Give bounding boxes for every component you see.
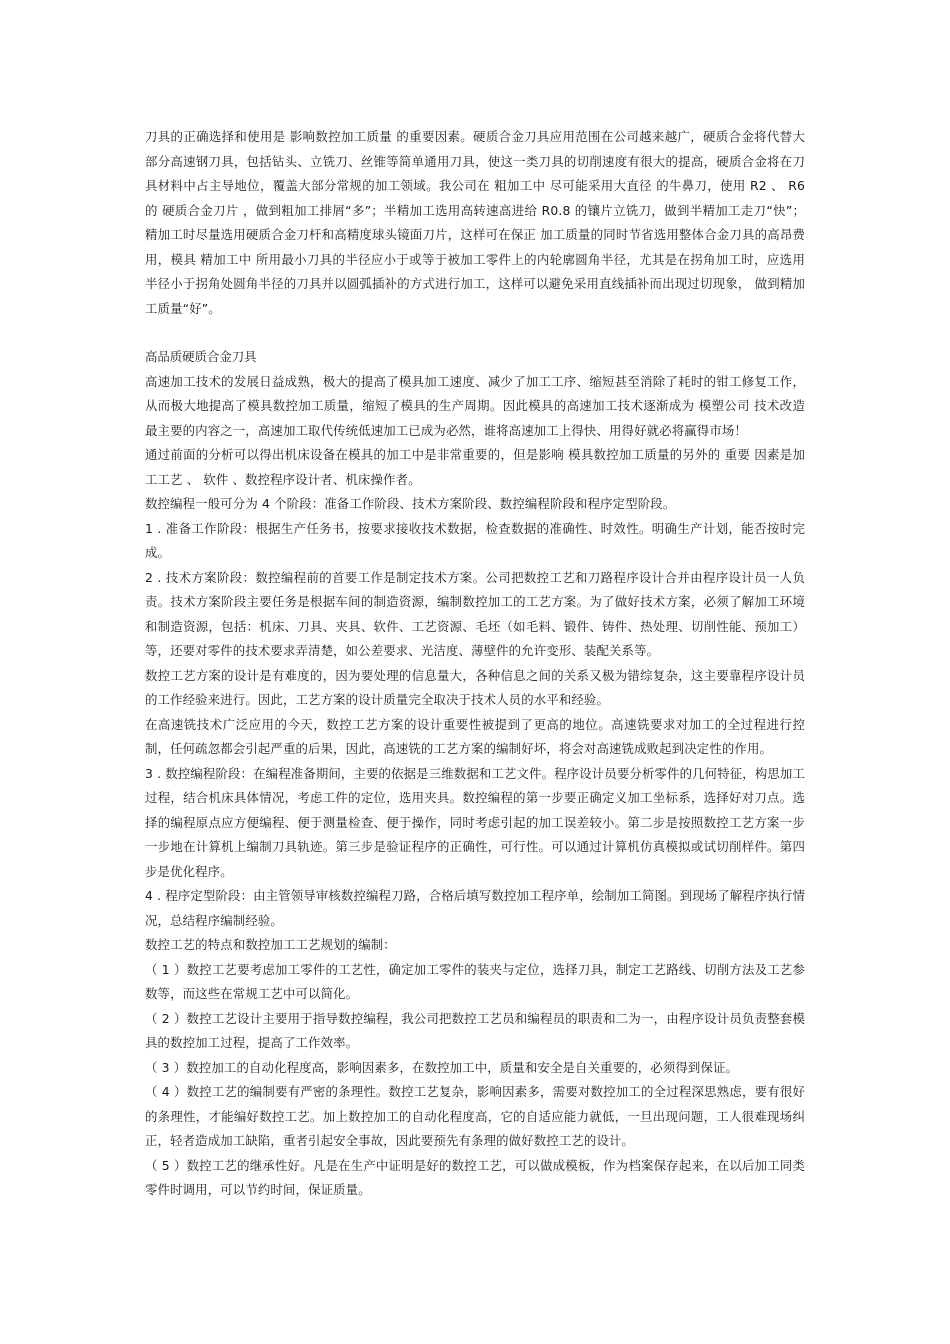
list-item: （ 5 ）数控工艺的继承性好。凡是在生产中证明是好的数控工艺，可以做成模板，作为档案保存起来，在以后加工同类零件时调用，可以节约时间，保证质量。 bbox=[145, 1157, 805, 1197]
intro-paragraph: 刀具的正确选择和使用是 影响数控加工质量 的重要因素。硬质合金刀具应用范围在公司越来越广，硬质合金将代替大部分高速钢刀具，包括钻头、立铣刀、丝锥等简单通用刀具，使这一类刀具的切削速度有很大的提高，硬质合金将在刀具材料中占主导地位，覆盖大部分常规的加工领域。我公司在 粗加工中 尽可能采用大直径 的牛鼻刀，使用 R2 、 R6 的 硬质合金刀片 ，做到粗加工排屑“多”；半精加工选用高转速高进给 R0.8 的镶片立铣刀，做到半精加工走刀“快”； 精加工时尽量选用硬质合金刀杆和高精度球头镜面刀片，这样可在保正 加工质量的同时节省选用整体合金刀具的高昂费用，模具 精加工中 所用最小刀具的半径应小于或等于被加工零件上的内轮廓圆角半径，尤其是在拐角加工时，应选用半径小于拐角处圆角半径的刀具并以圆弧插补的方式进行加工，这样可以避免采用直线插补而出现过切现象， 做到精加工质量“好”。 bbox=[145, 129, 805, 316]
body-paragraph: 数控编程一般可分为 4 个阶段：准备工作阶段、技术方案阶段、数控编程阶段和程序定型阶段。 bbox=[145, 496, 676, 511]
list-item: 1 . 准备工作阶段：根据生产任务书，按要求接收技术数据，检查数据的准确性、时效性。明确生产计划，能否按时完成。 bbox=[145, 520, 805, 560]
body-paragraph: 通过前面的分析可以得出机床设备在模具的加工中是非常重要的，但是影响 模具数控加工质量的另外的 重要 因素是加工工艺 、 软件 、数控程序设计者、机床操作者。 bbox=[145, 447, 805, 487]
section-heading: 高品质硬质合金刀具 bbox=[145, 349, 257, 364]
list-item: （ 4 ）数控工艺的编制要有严密的条理性。数控工艺复杂，影响因素多，需要对数控加工的全过程深思熟虑，要有很好的条理性，才能编好数控工艺。加上数控加工的自动化程度高，它的自适应能力就低，一旦出现问题，工人很难现场纠正，轻者造成加工缺陷，重者引起安全事故，因此要预先有条理的做好数控工艺的设计。 bbox=[145, 1084, 805, 1148]
list-item: （ 3 ）数控加工的自动化程度高，影响因素多，在数控加工中，质量和安全是自关重要的，必须得到保证。 bbox=[145, 1059, 739, 1075]
subheading-line: 数控工艺的特点和数控加工工艺规划的编制： bbox=[145, 937, 396, 952]
list-item: 3 . 数控编程阶段：在编程准备期间，主要的依据是三维数据和工艺文件。程序设计员要分析零件的几何特征，构思加工过程，结合机床具体情况，考虑工件的定位，选用夹具。数控编程的第一步要正确定义加工坐标系，选择好对刀点。选择的编程原点应方便编程、便于测量检查、便于操作，同时考虑引起的加工误差较小。第二步是按照数控工艺方案一步一步地在计算机上编制刀具轨迹。第三步是验证程序的正确性，可行性。可以通过计算机仿真模拟或试切削样件。第四步是优化程序。 bbox=[145, 765, 805, 879]
list-item: 4 . 程序定型阶段：由主管领导审核数控编程刀路，合格后填写数控加工程序单，绘制加工简图。到现场了解程序执行情况，总结程序编制经验。 bbox=[145, 888, 805, 928]
body-paragraph: 在高速铣技术广泛应用的今天，数控工艺方案的设计重要性被提到了更高的地位。高速铣要求对加工的全过程进行控制，任何疏忽都会引起严重的后果，因此，高速铣的工艺方案的编制好坏，将会对高速铣成败起到决定性的作用。 bbox=[145, 716, 805, 756]
list-item: （ 1 ）数控工艺要考虑加工零件的工艺性，确定加工零件的装夹与定位，选择刀具，制定工艺路线、切削方法及工艺参数等，而这些在常规工艺中可以简化。 bbox=[145, 961, 805, 1001]
body-paragraph: 数控工艺方案的设计是有难度的，因为要处理的信息量大，各种信息之间的关系又极为错综复杂，这主要靠程序设计员的工作经验来进行。因此，工艺方案的设计质量完全取决于技术人员的水平和经验。 bbox=[145, 667, 805, 707]
list-item: 2 . 技术方案阶段：数控编程前的首要工作是制定技术方案。公司把数控工艺和刀路程序设计合并由程序设计员一人负责。技术方案阶段主要任务是根据车间的制造资源，编制数控加工的工艺方案。为了做好技术方案，必须了解加工环境和制造资源，包括：机床、刀具、夹具、软件、工艺资源、毛坯（如毛料、锻件、铸件、热处理、切削性能、预加工）等，还要对零件的技术要求弄清楚，如公差要求、光洁度、薄壁件的允许变形、装配关系等。 bbox=[145, 569, 805, 658]
paragraph-gap bbox=[145, 321, 805, 345]
document-page bbox=[145, 125, 805, 1203]
list-item: （ 2 ）数控工艺设计主要用于指导数控编程，我公司把数控工艺员和编程员的职责和二为一，由程序设计员负责整套模具的数控加工过程，提高了工作效率。 bbox=[145, 1010, 805, 1050]
body-paragraph: 高速加工技术的发展日益成熟，极大的提高了模具加工速度、减少了加工工序、缩短甚至消除了耗时的钳工修复工作，从而极大地提高了模具数控加工质量，缩短了模具的生产周期。因此模具的高速加工技术逐渐成为 模塑公司 技术改造最主要的内容之一，高速加工取代传统低速加工已成为必然，谁将高速加工上得快、用得好就必将赢得市场！ bbox=[145, 373, 805, 438]
